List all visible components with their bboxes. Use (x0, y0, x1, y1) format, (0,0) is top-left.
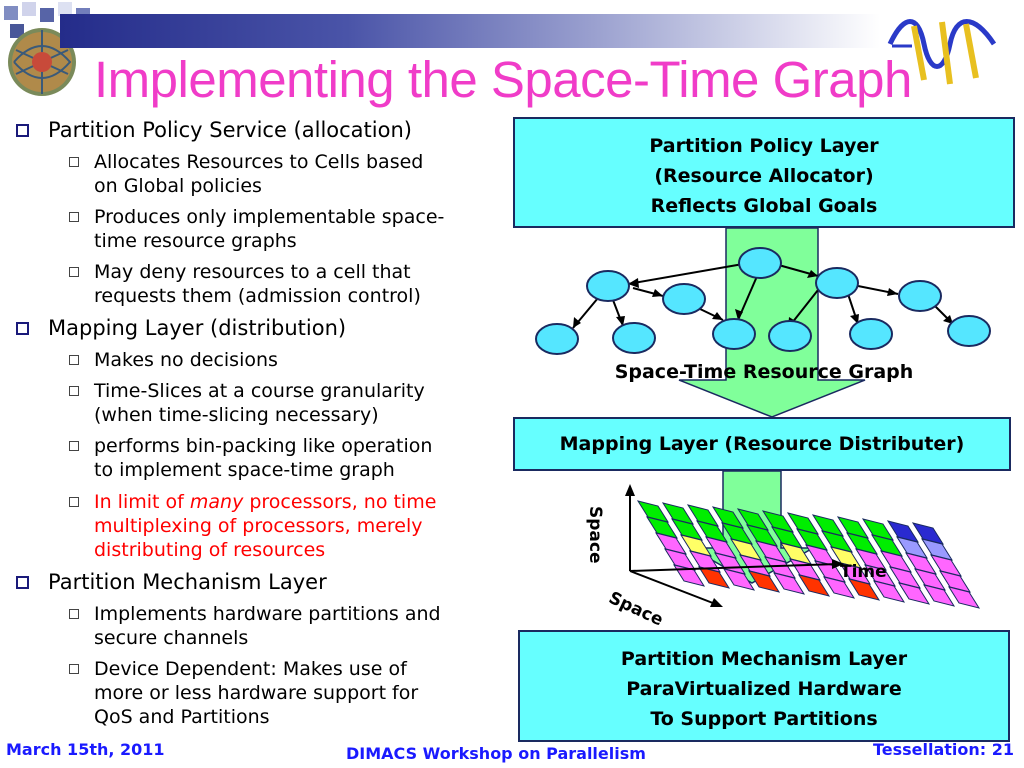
sub-bullet-text: Time-Slices at a course granularity (94, 380, 425, 402)
sub-bullet-continuation (94, 284, 421, 308)
graph-node (739, 248, 781, 278)
square-bullet-icon (69, 441, 79, 451)
graph-node (713, 319, 755, 349)
axis-label-time: Time (840, 562, 887, 582)
sub-bullet (94, 602, 441, 626)
graph-label: Space-Time Resource Graph (614, 361, 914, 383)
bullet-partition-policy (48, 118, 412, 143)
graph-node (587, 271, 629, 301)
square-bullet-icon (69, 157, 79, 167)
axis-label-space-vertical: Space (585, 506, 605, 564)
sub-bullet-continuation (94, 229, 297, 253)
sub-bullet-text: on Global policies (94, 175, 262, 197)
sub-bullet (94, 657, 407, 681)
sub-bullet (94, 150, 423, 174)
sub-bullet-continuation (94, 705, 270, 729)
square-bullet-icon (69, 497, 79, 507)
sub-bullet-text: to implement space-time graph (94, 459, 395, 481)
space-time-grid (638, 501, 979, 608)
square-bullet-icon (69, 355, 79, 365)
sub-bullet-text: Produces only implementable space- (94, 206, 445, 228)
square-bullet-icon (69, 212, 79, 222)
sub-bullet-text: (when time-slicing necessary) (94, 404, 379, 426)
box-line: Mapping Layer (Resource Distributer) (559, 433, 965, 455)
graph-node (663, 284, 705, 314)
red-text: multiplexing of processors, merely (94, 515, 423, 537)
square-bullet-icon (16, 576, 29, 589)
sub-bullet-red-continuation (94, 514, 423, 538)
footer-event: DIMACS Workshop on Parallelism (346, 744, 646, 763)
square-bullet-icon (16, 124, 29, 137)
sub-bullet-text: Device Dependent: Makes use of (94, 658, 407, 680)
sub-bullet-red-continuation (94, 538, 325, 562)
sub-bullet-text: Allocates Resources to Cells based (94, 151, 424, 173)
graph-node (769, 321, 811, 351)
footer-page-number: Tessellation: 21 (872, 740, 1014, 759)
slide-title: Implementing the Space-Time Graph (94, 51, 912, 108)
red-text-emphasis: many (189, 491, 244, 513)
bullet-text: Mapping Layer (distribution) (48, 316, 347, 340)
footer-date: March 15th, 2011 (6, 740, 165, 759)
sub-bullet-text: requests them (admission control) (94, 285, 421, 307)
red-text-rest: processors, no time (243, 491, 437, 513)
graph-node (948, 316, 990, 346)
box-line: ParaVirtualized Hardware (626, 678, 902, 700)
sub-bullet-text: performs bin-packing like operation (94, 435, 433, 457)
sub-bullet-continuation (94, 403, 379, 427)
square-bullet-icon (16, 322, 29, 335)
bullet-text: Partition Policy Service (allocation) (48, 118, 412, 142)
square-bullet-icon (69, 386, 79, 396)
partition-policy-layer-box (513, 117, 1015, 228)
graph-node (613, 323, 655, 353)
red-text: distributing of resources (94, 539, 326, 561)
sub-bullet (94, 348, 278, 372)
sub-bullet-text: May deny resources to a cell that (94, 261, 411, 283)
sub-bullet-text: Makes no decisions (94, 349, 278, 371)
bullet-mapping-layer (48, 316, 346, 341)
bullet-text: Partition Mechanism Layer (48, 570, 327, 594)
box-line: Partition Mechanism Layer (620, 648, 908, 670)
box-line: (Resource Allocator) (654, 165, 874, 187)
bullet-partition-mechanism (48, 570, 327, 595)
box-line: To Support Partitions (650, 708, 878, 730)
sub-bullet-continuation (94, 174, 262, 198)
sub-bullet (94, 260, 411, 284)
sub-bullet-continuation (94, 458, 395, 482)
square-bullet-icon (69, 609, 79, 619)
sub-bullet (94, 434, 432, 458)
square-bullet-icon (69, 664, 79, 674)
sub-bullet-text: Implements hardware partitions and (94, 603, 441, 625)
sub-bullet-red (94, 490, 436, 514)
box-line: Partition Policy Layer (649, 135, 879, 157)
sub-bullet-text: more or less hardware support for (94, 682, 419, 704)
sub-bullet (94, 379, 425, 403)
sub-bullet-text: time resource graphs (94, 230, 297, 252)
sub-bullet-text: secure channels (94, 627, 249, 649)
graph-node (850, 319, 892, 349)
graph-node (536, 324, 578, 354)
partition-mechanism-layer-box (518, 630, 1010, 742)
axis-label-space-diagonal: Space (605, 588, 667, 631)
sub-bullet (94, 205, 444, 229)
box-line: Reflects Global Goals (650, 195, 878, 217)
graph-node (899, 281, 941, 311)
graph-node (816, 268, 858, 298)
sub-bullet-text: QoS and Partitions (94, 706, 270, 728)
square-bullet-icon (69, 267, 79, 277)
mapping-layer-box (513, 417, 1011, 471)
red-text-prefix: In limit of (94, 491, 190, 513)
sub-bullet-continuation (94, 681, 418, 705)
header-gradient-band (60, 14, 880, 48)
sub-bullet-continuation (94, 626, 248, 650)
